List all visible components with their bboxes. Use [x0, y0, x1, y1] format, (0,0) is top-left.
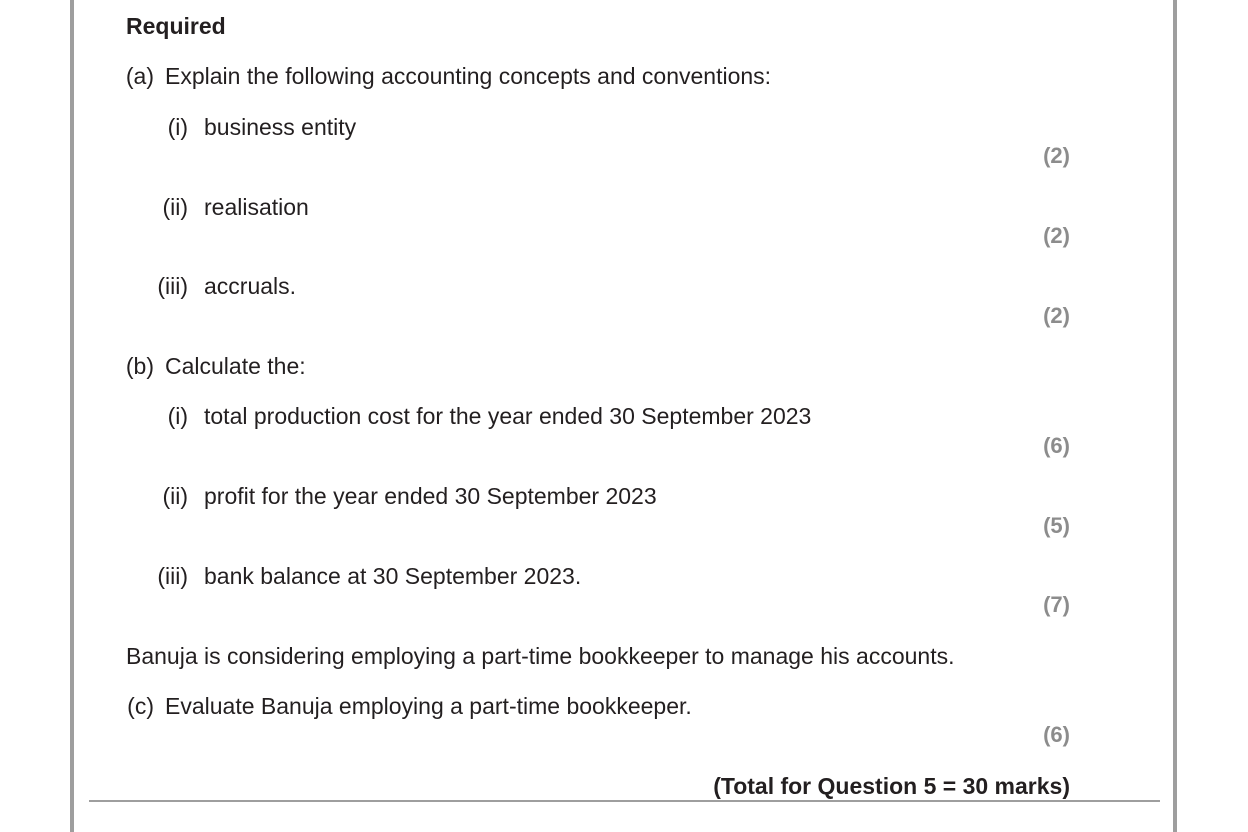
part-b-i-text: total production cost for the year ended 30 September 2023 [204, 403, 812, 429]
part-a-ii-text: realisation [204, 194, 309, 220]
part-c-text: Evaluate Banuja employing a part-time bookkeeper. [165, 693, 692, 719]
page-border-left [70, 0, 74, 832]
part-a-i-label: (i) [167, 114, 188, 140]
bottom-rule [89, 800, 1160, 802]
part-b-iii-marks: (7) [1043, 592, 1070, 617]
part-b-text: Calculate the: [165, 353, 306, 379]
question-total: (Total for Question 5 = 30 marks) [713, 773, 1070, 799]
part-b-ii-text: profit for the year ended 30 September 2023 [204, 483, 657, 509]
part-a-i-marks: (2) [1043, 143, 1070, 168]
part-c-marks: (6) [1043, 722, 1070, 747]
part-a-i-text: business entity [204, 114, 357, 140]
part-b-i-marks: (6) [1043, 433, 1070, 458]
part-b-iii-text: bank balance at 30 September 2023. [204, 563, 582, 589]
context-paragraph: Banuja is considering employing a part-time bookkeeper to manage his accounts. [126, 643, 955, 669]
part-b-iii-label: (iii) [157, 563, 188, 589]
part-a-text: Explain the following accounting concepts and conventions: [165, 63, 772, 89]
part-a-label: (a) [125, 63, 154, 89]
part-b-i-label: (i) [167, 403, 188, 429]
part-b-label: (b) [125, 353, 154, 379]
part-b-ii-marks: (5) [1043, 513, 1070, 538]
part-a-ii-marks: (2) [1043, 223, 1070, 248]
part-a-iii-label: (iii) [157, 273, 188, 299]
part-a-iii-text: accruals. [204, 273, 297, 299]
part-b-ii-label: (ii) [162, 483, 188, 509]
page-border-right [1173, 0, 1177, 832]
required-heading: Required [126, 13, 226, 39]
part-a-iii-marks: (2) [1043, 303, 1070, 328]
part-c-label: (c) [127, 693, 154, 719]
part-a-ii-label: (ii) [162, 194, 188, 220]
